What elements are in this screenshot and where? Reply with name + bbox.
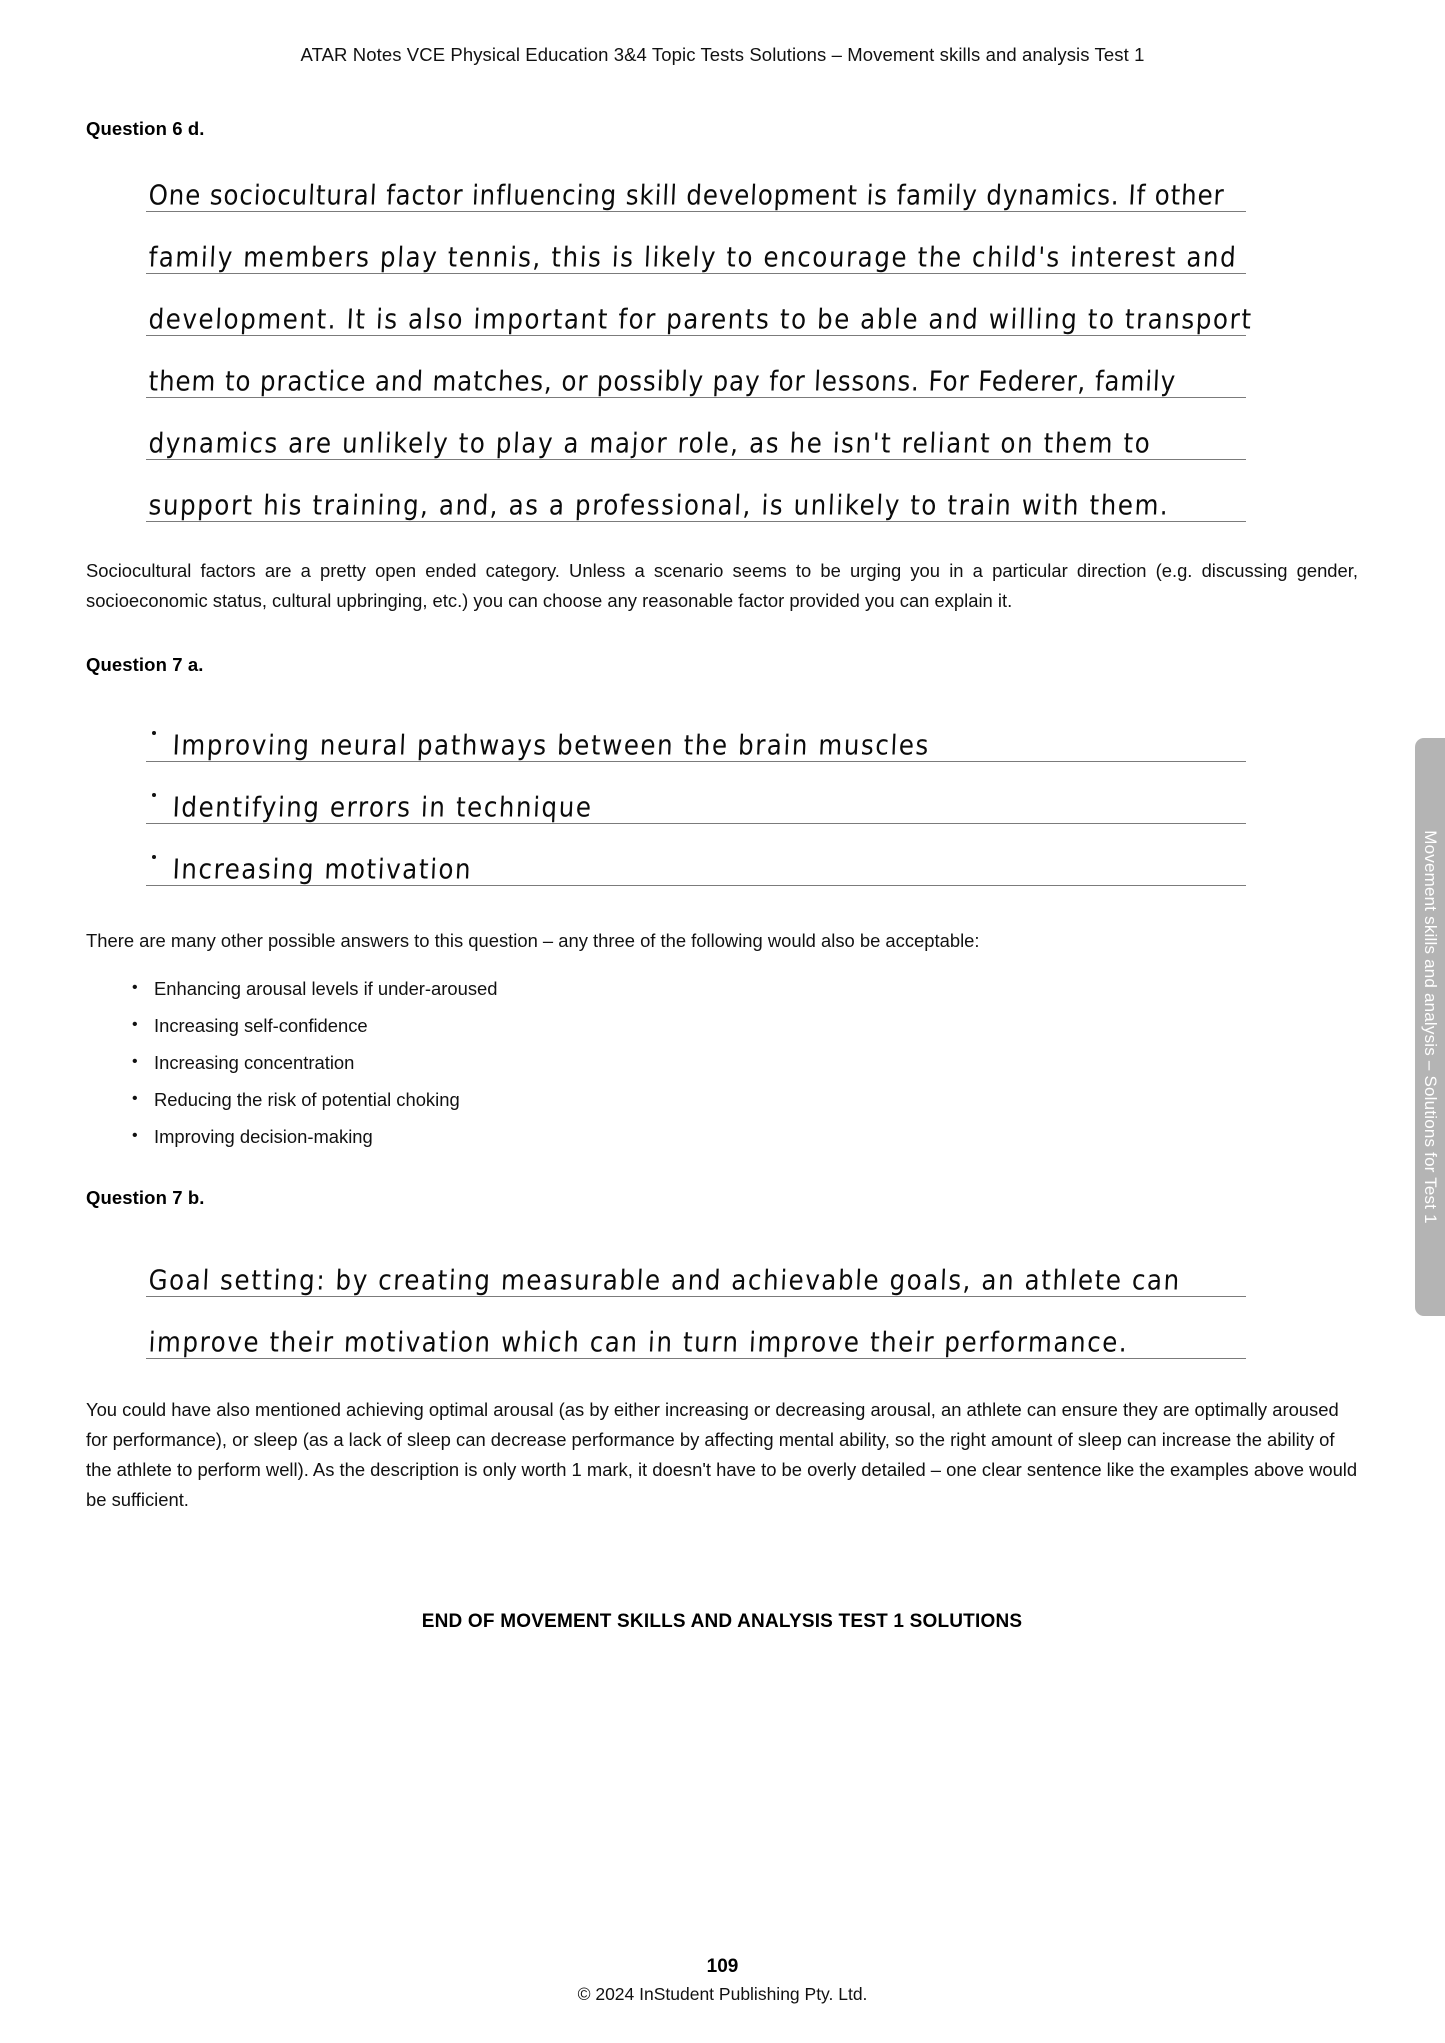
handwriting-text: improve their motivation which can in turn improve their performance. [147, 1325, 1130, 1358]
question-heading-6d: Question 6 d. [86, 118, 205, 139]
handwritten-answer-7a [86, 700, 1358, 886]
explanation-6d: Sociocultural factors are a pretty open ended category. Unless a scenario seems to be urging you in a particular direction (e.g. discussing gender, socioeconomic status, cultural upbringing, etc.) you can choose any reasonable factor provided you can explain it. [86, 560, 1358, 611]
handwriting-text: development. It is also important for parents to be able and willing to transport [147, 302, 1254, 335]
handwriting-text: Identifying errors in technique [171, 790, 594, 823]
extra-answers-list-7a [86, 974, 1358, 1152]
handwriting-line [146, 212, 1246, 274]
page-content [86, 118, 1358, 1633]
explanation-7a: There are many other possible answers to this question – any three of the following would also be acceptable: [86, 930, 980, 951]
handwriting-line [146, 274, 1254, 336]
handwriting-bullet-dot [152, 793, 156, 797]
handwriting-line [146, 460, 1246, 522]
handwriting-line [146, 398, 1246, 460]
list-item: • Improving decision-making [132, 1122, 1358, 1152]
list-item: • Reducing the risk of potential choking [132, 1085, 1358, 1115]
question-block-7a [86, 654, 1358, 1152]
question-block-7b [86, 1187, 1358, 1515]
handwriting-text: Improving neural pathways between the brain muscles [171, 728, 931, 761]
handwritten-answer-7b [86, 1235, 1358, 1359]
handwriting-text: family members play tennis, this is likely to encourage the child's interest and [147, 240, 1239, 273]
handwriting-text: support his training, and, as a professional, is unlikely to train with them. [147, 488, 1171, 521]
handwriting-bullet-line [146, 700, 1246, 762]
handwriting-text: dynamics are unlikely to play a major role, as he isn't reliant on them to [147, 426, 1153, 459]
question-heading-7b: Question 7 b. [86, 1187, 205, 1208]
handwriting-bullet-dot [152, 855, 156, 859]
question-block-6d [86, 118, 1358, 616]
handwriting-bullet-line [146, 824, 1246, 886]
copyright-notice: © 2024 InStudent Publishing Pty. Ltd. [577, 1984, 868, 2004]
handwriting-line [146, 336, 1246, 398]
list-item: • Increasing concentration [132, 1048, 1358, 1078]
section-side-tab [1415, 738, 1445, 1316]
handwriting-line [146, 150, 1246, 212]
handwriting-bullet-dot [152, 731, 156, 735]
list-item: • Enhancing arousal levels if under-aroused [132, 974, 1358, 1004]
handwriting-line [146, 1235, 1246, 1297]
handwriting-text: One sociocultural factor influencing skill development is family dynamics. If other [147, 178, 1226, 211]
handwriting-text: Goal setting: by creating measurable and achievable goals, an athlete can [147, 1263, 1182, 1296]
handwritten-answer-6d [86, 150, 1358, 522]
handwriting-text: Increasing motivation [171, 852, 473, 885]
page-number: 109 [706, 1956, 739, 1977]
question-heading-7a: Question 7 a. [86, 654, 204, 675]
explanation-7b: You could have also mentioned achieving optimal arousal (as by either increasing or decreasing arousal, an athlete can ensure they are optimally aroused for performance), or sleep (as a lack of sleep can decrease performance by affecting mental ability, so the right amount of sleep can increase the ability of the athlete to perform well). As the description is only worth 1 mark, it doesn't have to be overly detailed – one clear sentence like the examples above would be sufficient. [86, 1399, 1358, 1510]
handwriting-text: them to practice and matches, or possibly pay for lessons. For Federer, family [147, 364, 1177, 397]
list-item: • Increasing self-confidence [132, 1011, 1358, 1041]
page-header: ATAR Notes VCE Physical Education 3&4 Topic Tests Solutions – Movement skills and analysis Test 1 [300, 44, 1145, 65]
page-footer [0, 1956, 1445, 2005]
side-tab-label: Movement skills and analysis – Solutions for Test 1 [1421, 830, 1440, 1224]
handwriting-line [146, 1297, 1246, 1359]
handwriting-bullet-line [146, 762, 1246, 824]
end-of-test-notice: END OF MOVEMENT SKILLS AND ANALYSIS TEST 1 SOLUTIONS [421, 1611, 1023, 1632]
